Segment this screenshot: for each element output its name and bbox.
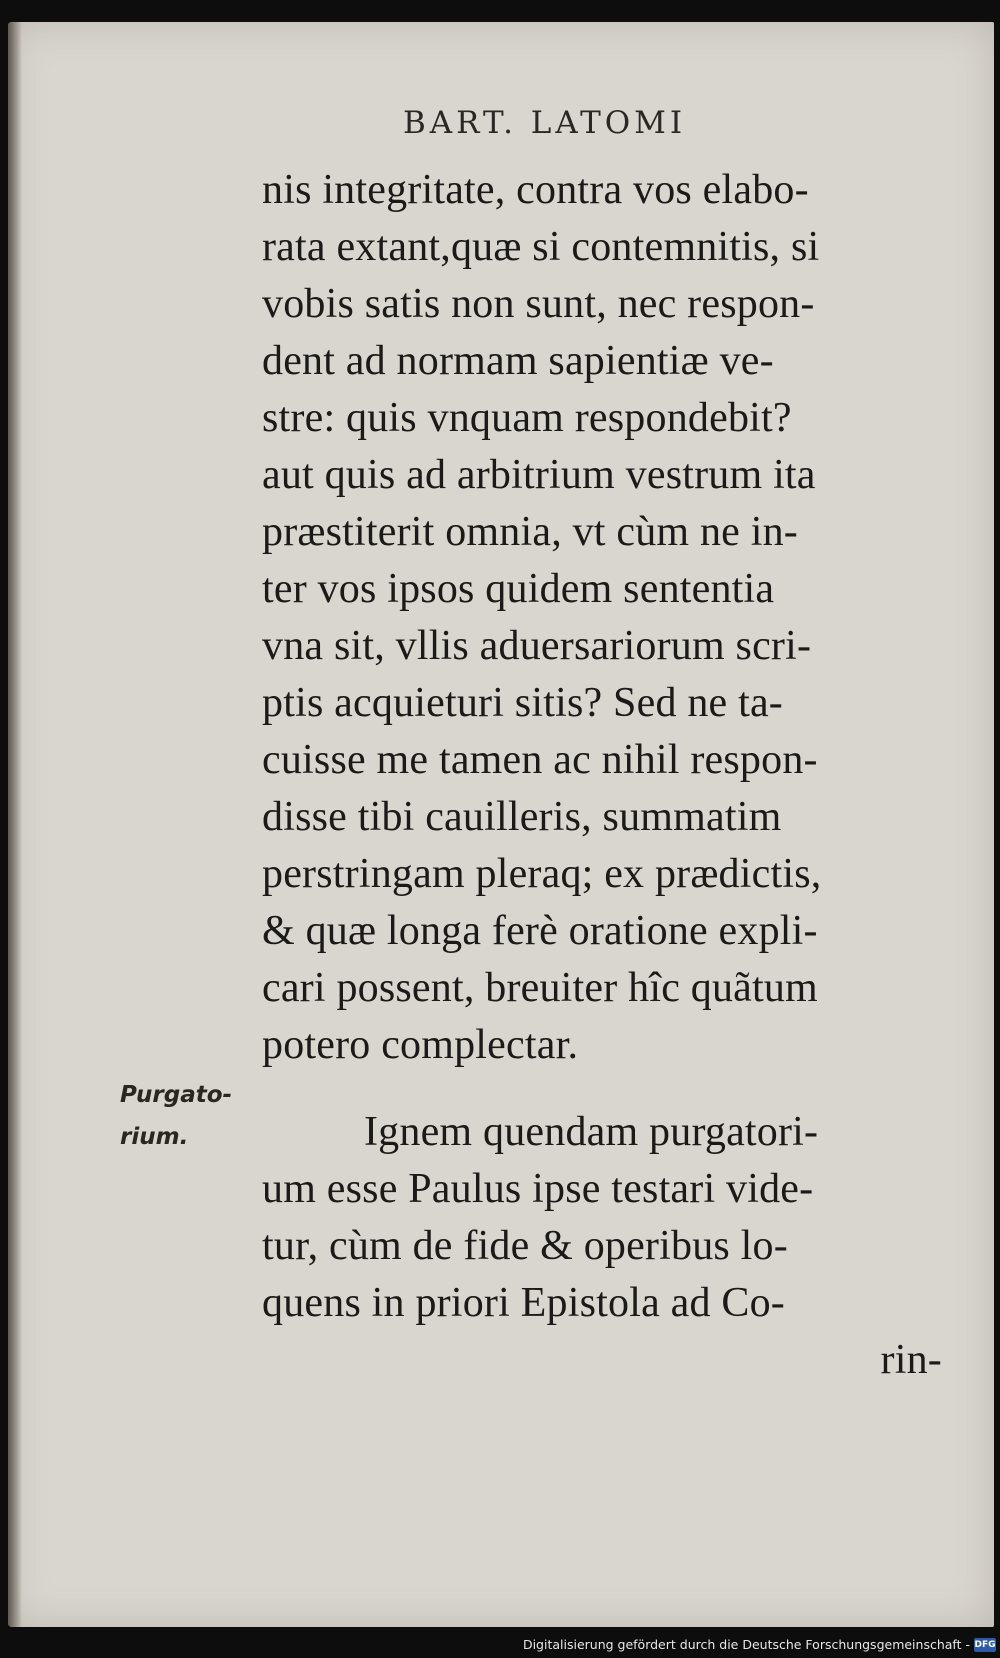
text-line: vobis satis non sunt, nec respon-	[262, 281, 815, 327]
text-line: vna sit, vllis aduersariorum scri-	[262, 623, 812, 669]
text-line: præstiterit omnia, vt cùm ne in-	[262, 509, 798, 555]
text-line: cari possent, breuiter hîc quãtum	[262, 965, 818, 1011]
marginal-note	[120, 1074, 232, 1158]
text-line: & quæ longa ferè oratione expli-	[262, 908, 818, 954]
marginal-note-line: Purgato-	[120, 1082, 233, 1108]
book-page	[8, 22, 994, 1627]
marginal-note-line: rium.	[120, 1124, 189, 1150]
text-line: tur, cùm de fide & operibus lo-	[262, 1223, 788, 1269]
dfg-logo: DFG	[974, 1640, 996, 1650]
text-line: stre: quis vnquam respondebit?	[262, 395, 792, 441]
show-through-ink	[278, 1422, 578, 1462]
page-spine-shadow	[8, 22, 22, 1627]
text-line: disse tibi cauilleris, summatim	[262, 794, 782, 840]
running-head: BART. LATOMI	[403, 105, 687, 141]
main-text-block	[262, 162, 942, 1389]
paragraph-first-line: Ignem quendam purgatori-	[364, 1109, 819, 1155]
text-line: ptis acquieturi sitis? Sed ne ta-	[262, 680, 783, 726]
catchword: rin-	[880, 1337, 942, 1383]
text-line: um esse Paulus ipse testari vide-	[262, 1166, 814, 1212]
funding-credit: Digitalisierung gefördert durch die Deutsche Forschungsgemeinschaft -	[522, 1637, 970, 1652]
text-line: dent ad normam sapientiæ ve-	[262, 338, 774, 384]
text-line: quens in priori Epistola ad Co-	[262, 1280, 785, 1326]
text-line: nis integritate, contra vos elabo-	[262, 167, 809, 213]
paragraph-gap	[262, 1074, 942, 1104]
text-line: ter vos ipsos quidem sententia	[262, 566, 775, 612]
text-line: potero complectar.	[262, 1022, 579, 1068]
text-line: aut quis ad arbitrium vestrum ita	[262, 452, 816, 498]
text-line: rata extant,quæ si contemnitis, si	[262, 224, 820, 270]
text-line: cuisse me tamen ac nihil respon-	[262, 737, 818, 783]
text-line: perstringam pleraq; ex prædictis,	[262, 851, 822, 897]
